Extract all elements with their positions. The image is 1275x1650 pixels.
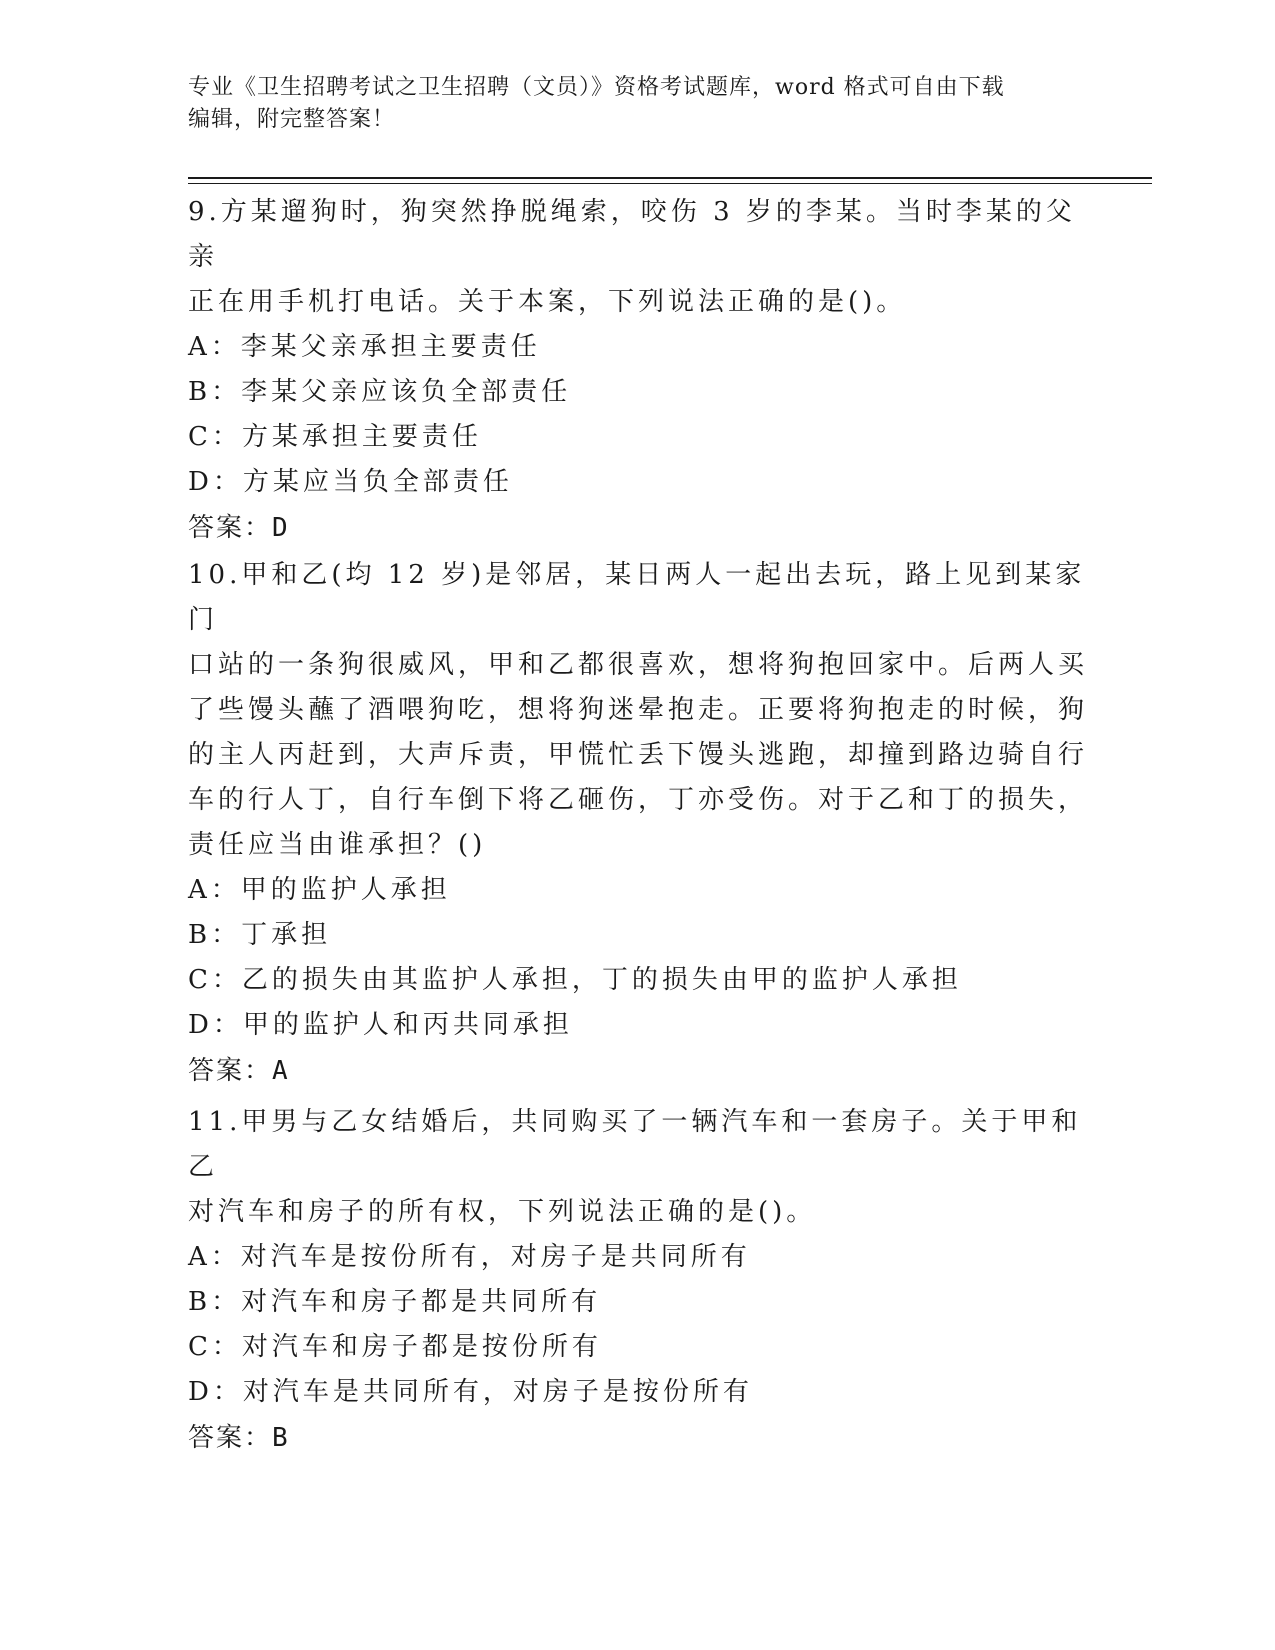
stem-line: 11.甲男与乙女结婚后，共同购买了一辆汽车和一套房子。关于甲和乙 xyxy=(188,1107,1082,1182)
question-10 xyxy=(188,553,1088,1094)
stem-line: 了些馒头蘸了酒喂狗吃，想将狗迷晕抱走。正要将狗抱走的时候，狗 xyxy=(188,695,1089,725)
option-a: A：对汽车是按份所有，对房子是共同所有 xyxy=(188,1242,751,1272)
header-line-2: 编辑，附完整答案！ xyxy=(188,107,396,132)
question-stem xyxy=(188,1100,1088,1235)
question-stem xyxy=(188,553,1088,868)
question-stem xyxy=(188,190,1088,325)
document-header xyxy=(188,72,1088,136)
option-c: C：方某承担主要责任 xyxy=(188,422,482,452)
stem-line: 对汽车和房子的所有权，下列说法正确的是()。 xyxy=(188,1197,817,1227)
option-d: D：甲的监护人和丙共同承担 xyxy=(188,1010,573,1040)
option-a: A：李某父亲承担主要责任 xyxy=(188,332,541,362)
answer-line xyxy=(188,1048,1088,1094)
stem-line: 车的行人丁，自行车倒下将乙砸伤，丁亦受伤。对于乙和丁的损失， xyxy=(188,785,1089,815)
option-b: B：丁承担 xyxy=(188,920,332,950)
option-c: C：乙的损失由其监护人承担，丁的损失由甲的监护人承担 xyxy=(188,965,962,995)
stem-line: 10.甲和乙(均 12 岁)是邻居，某日两人一起出去玩，路上见到某家门 xyxy=(188,560,1086,635)
answer-label: 答案： xyxy=(188,1423,273,1453)
answer-label: 答案： xyxy=(188,1056,273,1086)
stem-line: 责任应当由谁承担？() xyxy=(188,830,487,860)
option-b: B：李某父亲应该负全部责任 xyxy=(188,377,572,407)
stem-line: 9.方某遛狗时，狗突然挣脱绳索，咬伤 3 岁的李某。当时李某的父亲 xyxy=(188,197,1076,272)
answer-value: B xyxy=(272,1423,288,1453)
option-a: A：甲的监护人承担 xyxy=(188,875,451,905)
option-d: D：对汽车是共同所有，对房子是按份所有 xyxy=(188,1377,753,1407)
option-c: C：对汽车和房子都是按份所有 xyxy=(188,1332,602,1362)
stem-line: 口站的一条狗很威风，甲和乙都很喜欢，想将狗抱回家中。后两人买 xyxy=(188,650,1089,680)
answer-value: A xyxy=(272,1056,288,1086)
header-divider-thick xyxy=(188,177,1152,179)
option-d: D：方某应当负全部责任 xyxy=(188,467,513,497)
header-line-1: 专业《卫生招聘考试之卫生招聘（文员）》资格考试题库，word 格式可自由下载 xyxy=(188,75,1005,100)
option-b: B：对汽车和房子都是共同所有 xyxy=(188,1287,602,1317)
question-11 xyxy=(188,1100,1088,1461)
stem-line: 的主人丙赶到，大声斥责，甲慌忙丢下馒头逃跑，却撞到路边骑自行 xyxy=(188,740,1089,770)
answer-line xyxy=(188,1415,1088,1461)
question-9 xyxy=(188,190,1088,551)
answer-value: D xyxy=(272,513,288,543)
stem-line: 正在用手机打电话。关于本案，下列说法正确的是()。 xyxy=(188,287,907,317)
header-divider-thin xyxy=(188,183,1152,184)
answer-label: 答案： xyxy=(188,513,273,543)
answer-line xyxy=(188,505,1088,551)
